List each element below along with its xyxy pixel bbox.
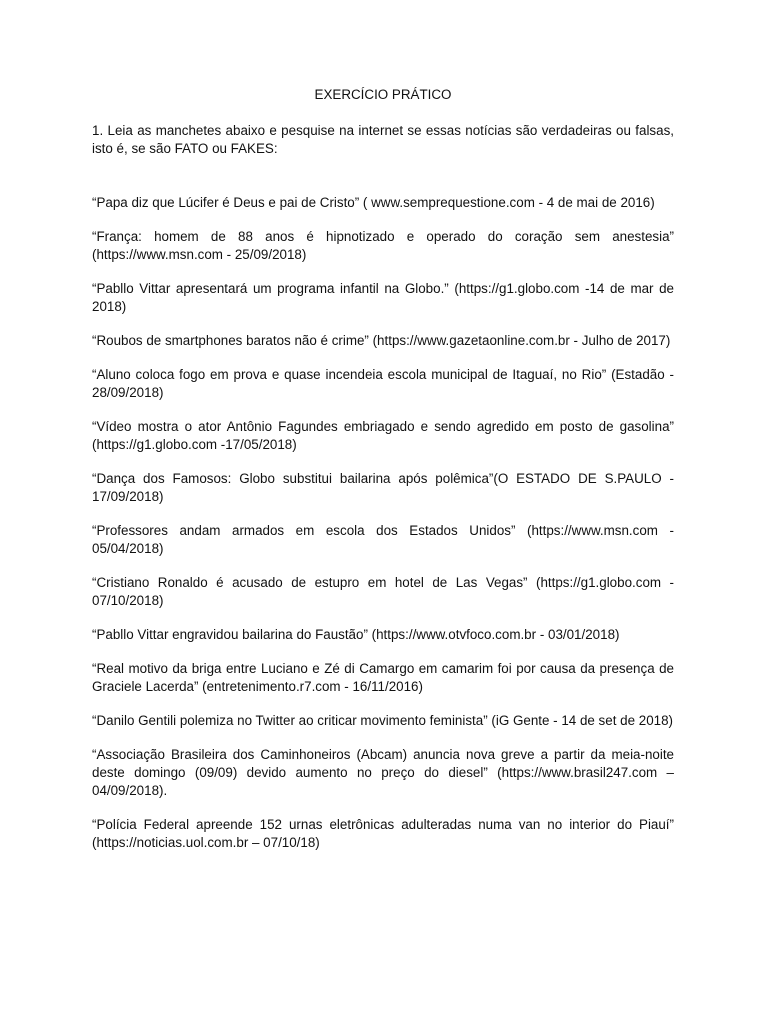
headline-item: “Papa diz que Lúcifer é Deus e pai de Cristo” ( www.semprequestione.com - 4 de mai de 2016): [92, 195, 655, 210]
headline-item: “Danilo Gentili polemiza no Twitter ao criticar movimento feminista” (iG Gente - 14 de set de 2018): [92, 713, 674, 728]
headline-item: “Aluno coloca fogo em prova e quase incendeia escola municipal de Itaguaí, no Rio” (Estadão - 28/09/2018): [92, 367, 674, 400]
headline-item: “Cristiano Ronaldo é acusado de estupro em hotel de Las Vegas” (https://g1.globo.com - 07/10/2018): [92, 575, 674, 608]
headline-item: “Pabllo Vittar engravidou bailarina do Faustão” (https://www.otvfoco.com.br - 03/01/2018): [92, 627, 620, 642]
headline-item: “Pabllo Vittar apresentará um programa infantil na Globo.” (https://g1.globo.com -14 de mar de 2018): [92, 281, 674, 314]
headline-item: “Roubos de smartphones baratos não é crime” (https://www.gazetaonline.com.br - Julho de 2017): [92, 333, 671, 348]
headline-item: “Polícia Federal apreende 152 urnas eletrônicas adulteradas numa van no interior do Piauí” (https://noticias.uol.com.br – 07/10/18): [92, 817, 674, 850]
headline-item: “Dança dos Famosos: Globo substitui bailarina após polêmica”(O ESTADO DE S.PAULO - 17/09/2018): [92, 471, 674, 504]
document-page: [92, 86, 674, 868]
headline-list: [92, 194, 674, 852]
headline-item: “Associação Brasileira dos Caminhoneiros (Abcam) anuncia nova greve a partir da meia-noite deste domingo (09/09) devido aumento no preço do diesel” (https://www.brasil247.com – 04/09/2018).: [92, 747, 674, 798]
headline-item: “Real motivo da briga entre Luciano e Zé di Camargo em camarim foi por causa da presença de Graciele Lacerda” (entretenimento.r7.com - 16/11/2016): [92, 661, 674, 694]
headline-item: “Professores andam armados em escola dos Estados Unidos” (https://www.msn.com - 05/04/2018): [92, 523, 674, 556]
headline-item: “Vídeo mostra o ator Antônio Fagundes embriagado e sendo agredido em posto de gasolina” (https://g1.globo.com -17/05/2018): [92, 419, 674, 452]
document-title: EXERCÍCIO PRÁTICO: [314, 87, 452, 102]
exercise-instruction: 1. Leia as manchetes abaixo e pesquise na internet se essas notícias são verdadeiras ou falsas, isto é, se são FATO ou FAKES:: [92, 123, 674, 156]
headline-item: “França: homem de 88 anos é hipnotizado e operado do coração sem anestesia” (https://www.msn.com - 25/09/2018): [92, 229, 674, 262]
